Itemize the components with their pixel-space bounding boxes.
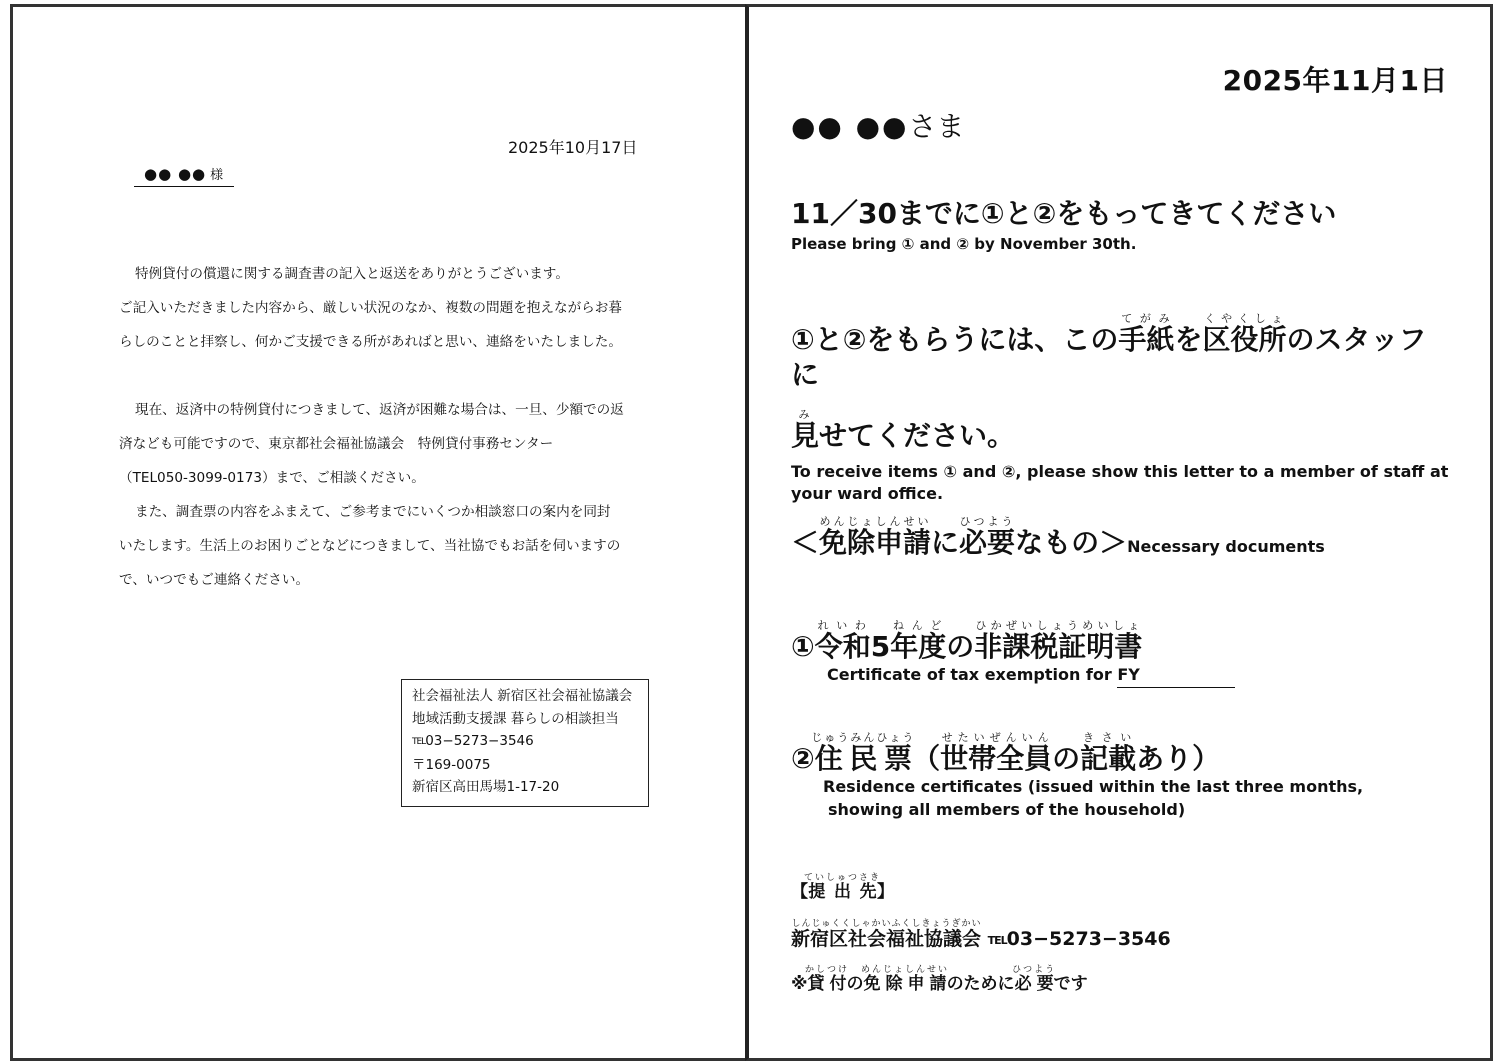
- recipient-name-text: ●● ●●: [791, 110, 909, 143]
- deadline-english: Please bring ① and ② by November 30th.: [791, 234, 1137, 253]
- documents-heading: ＜免除申請めんじょしんせいに必要ひつようなもの＞Necessary documents: [791, 515, 1325, 559]
- instruction-section: [791, 312, 1451, 505]
- body-line: （TEL050-3099-0173）まで、ご相談ください。: [119, 470, 425, 486]
- letter-body: [119, 257, 659, 597]
- instruction-english: To receive items ① and ②, please show this letter to a member of staff at your ward office.: [791, 462, 1449, 503]
- body-line: で、いつでもご連絡ください。: [119, 572, 310, 588]
- letter-date: 2025年10月17日: [508, 138, 638, 157]
- document-item-2: ②住民票じゅうみんひょう（世帯全員せたいぜんいんの記載きさいあり） Residence certificates (issued within the last three months, showing all members of the household): [791, 731, 1363, 821]
- recipient-honorific: さま: [908, 110, 965, 143]
- sender-postal: 〒169-0075: [412, 756, 491, 773]
- sender-address: 新宿区高田馬場1-17-20: [412, 779, 560, 796]
- item1-english: Certificate of tax exemption for FY: [827, 664, 1235, 688]
- body-line: いたします。生活上のお困りごとなどにつきまして、当社協でもお話を伺いますの: [119, 538, 621, 554]
- fy-blank-field: FY: [1117, 664, 1235, 688]
- recipient-name: [134, 164, 234, 187]
- submit-organization: 新宿区社会福祉協議会しんじゅくくしゃかいふくしきょうぎかい TEL03−5273−3546: [791, 919, 1171, 950]
- body-line: らしのことと拝察し、何かご支援できる所があればと思い、連絡をいたしました。: [119, 334, 622, 350]
- right-letter-page: [745, 4, 1493, 1061]
- sender-box: [401, 679, 649, 807]
- instruction-heading-line1: ①と②をもらうには、この手紙てがみを区役所くやくしょのスタッフに: [791, 312, 1427, 391]
- letter-date: 2025年11月1日: [1222, 64, 1448, 97]
- sender-dept: 地域活動支援課 暮らしの相談担当: [412, 710, 619, 727]
- recipient-name: [791, 105, 965, 145]
- recipient-name-text: ●● ●●: [144, 165, 207, 183]
- body-line: また、調査票の内容をふまえて、ご参考までにいくつか相談窓口の案内を同封: [135, 504, 611, 520]
- body-line: 特例貸付の償還に関する調査書の記入と返送をありがとうございます。: [135, 266, 569, 282]
- loan-exemption-note: ※貸付かしつけの免除申請めんじょしんせいのために必要ひつようです: [791, 965, 1088, 994]
- left-letter-page: [10, 4, 745, 1061]
- body-line: ご記入いただきました内容から、厳しい状況のなか、複数の問題を抱えながらお暮: [119, 300, 622, 316]
- recipient-honorific: 様: [210, 168, 225, 183]
- instruction-heading-line2: 見みせてください。: [791, 408, 1016, 452]
- tel-label: TEL: [987, 934, 1007, 947]
- tel-label: TEL: [412, 737, 426, 748]
- body-line: 済なども可能ですので、東京都社会福祉協議会 特例貸付事務センター: [119, 436, 554, 452]
- item2-english-line2: showing all members of the household): [828, 799, 1186, 819]
- body-line: 現在、返済中の特例貸付につきまして、返済が困難な場合は、一旦、少額での返: [135, 402, 624, 418]
- submit-tel: 03−5273−3546: [1006, 928, 1171, 950]
- sender-tel: TEL03−5273−3546: [412, 733, 534, 750]
- sender-org: 社会福祉法人 新宿区社会福祉協議会: [412, 688, 633, 704]
- document-item-1: ①令和れいわ5年度ねんどの非課税証明書ひかぜいしょうめいしょ Certificate of tax exemption for FY: [791, 619, 1235, 688]
- deadline-section: [791, 197, 1336, 255]
- item2-english-line1: Residence certificates (issued within the last three months,: [823, 777, 1364, 796]
- submit-label: 【提出先ていしゅつさき】: [791, 873, 894, 902]
- deadline-heading: 11／30までに①と②をもってきてください: [791, 197, 1337, 230]
- documents-english: Necessary documents: [1127, 537, 1325, 556]
